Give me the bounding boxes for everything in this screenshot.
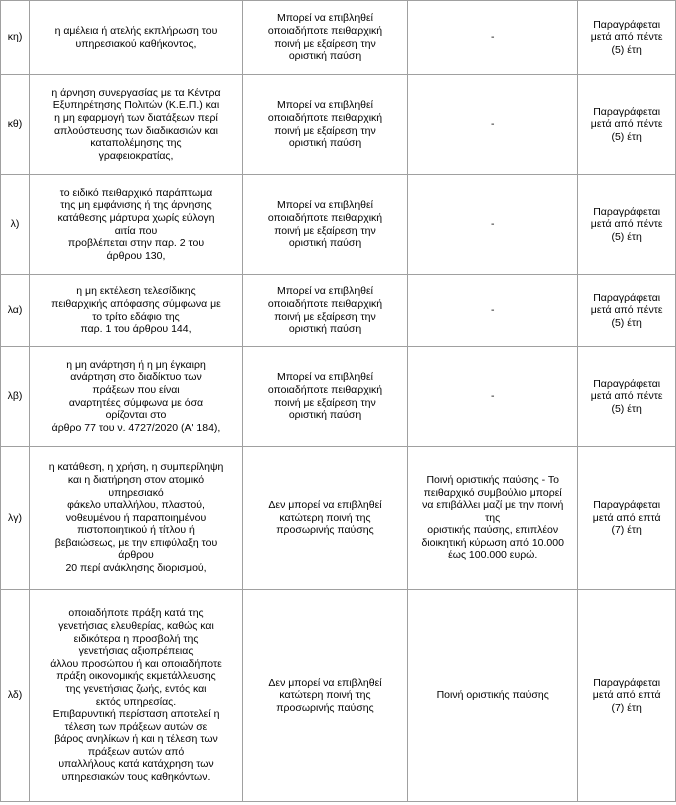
additional-penalty-cell: Ποινή οριστικής παύσης bbox=[408, 590, 578, 802]
prescription-cell: Παραγράφεται μετά από πέντε (5) έτη bbox=[578, 275, 676, 347]
additional-penalty-cell: - bbox=[408, 275, 578, 347]
offense-description: η αμέλεια ή ατελής εκπλήρωση του υπηρεσιακού καθήκοντος, bbox=[30, 1, 243, 75]
offense-description: η μη ανάρτηση ή η μη έγκαιρη ανάρτηση στο διαδίκτυο των πράξεων που είναι αναρτητέες σύμφωνα με όσα ορίζονται στο άρθρο 77 του ν. 4727/2020 (Α' 184), bbox=[30, 347, 243, 447]
additional-penalty-cell: - bbox=[408, 175, 578, 275]
offense-description: το ειδικό πειθαρχικό παράπτωμα της μη εμφάνισης ή της άρνησης κατάθεσης μάρτυρα χωρίς εύλογη αιτία που προβλέπεται στην παρ. 2 του άρθρου 130, bbox=[30, 175, 243, 275]
additional-penalty-cell: - bbox=[408, 75, 578, 175]
table-row bbox=[1, 1, 676, 75]
row-id: κθ) bbox=[1, 75, 30, 175]
prescription-cell: Παραγράφεται μετά από πέντε (5) έτη bbox=[578, 75, 676, 175]
prescription-cell: Παραγράφεται μετά από πέντε (5) έτη bbox=[578, 347, 676, 447]
penalty-cell: Μπορεί να επιβληθεί οποιαδήποτε πειθαρχική ποινή με εξαίρεση την οριστική παύση bbox=[242, 75, 407, 175]
row-id: λβ) bbox=[1, 347, 30, 447]
additional-penalty-cell: - bbox=[408, 1, 578, 75]
penalty-cell: Μπορεί να επιβληθεί οποιαδήποτε πειθαρχική ποινή με εξαίρεση την οριστική παύση bbox=[242, 175, 407, 275]
offense-description: η κατάθεση, η χρήση, η συμπερίληψη και η διατήρηση στον ατομικό υπηρεσιακό φάκελο υπαλλήλου, πλαστού, νοθευμένου ή παραποιημένου πιστοποιητικού ή τίτλου ή βεβαιώσεως, με την επιφύλαξη του άρθρου 20 περί ανάκλησης διορισμού, bbox=[30, 447, 243, 590]
row-id: λ) bbox=[1, 175, 30, 275]
offense-description: η μη εκτέλεση τελεσίδικης πειθαρχικής απόφασης σύμφωνα με το τρίτο εδάφιο της παρ. 1 του άρθρου 144, bbox=[30, 275, 243, 347]
row-id: κη) bbox=[1, 1, 30, 75]
additional-penalty-cell: - bbox=[408, 347, 578, 447]
table-row bbox=[1, 175, 676, 275]
row-id: λγ) bbox=[1, 447, 30, 590]
table-row bbox=[1, 590, 676, 802]
table-row bbox=[1, 275, 676, 347]
row-id: λα) bbox=[1, 275, 30, 347]
penalty-cell: Μπορεί να επιβληθεί οποιαδήποτε πειθαρχική ποινή με εξαίρεση την οριστική παύση bbox=[242, 1, 407, 75]
additional-penalty-cell: Ποινή οριστικής παύσης - Το πειθαρχικό συμβούλιο μπορεί να επιβάλλει μαζί με την ποινή της οριστικής παύσης, επιπλέον διοικητική κύρωση από 10.000 έως 100.000 ευρώ. bbox=[408, 447, 578, 590]
prescription-cell: Παραγράφεται μετά από επτά (7) έτη bbox=[578, 590, 676, 802]
table-row bbox=[1, 347, 676, 447]
penalty-cell: Μπορεί να επιβληθεί οποιαδήποτε πειθαρχική ποινή με εξαίρεση την οριστική παύση bbox=[242, 275, 407, 347]
prescription-cell: Παραγράφεται μετά από πέντε (5) έτη bbox=[578, 175, 676, 275]
penalty-cell: Δεν μπορεί να επιβληθεί κατώτερη ποινή της προσωρινής παύσης bbox=[242, 447, 407, 590]
prescription-cell: Παραγράφεται μετά από πέντε (5) έτη bbox=[578, 1, 676, 75]
offense-description: η άρνηση συνεργασίας με τα Κέντρα Εξυπηρέτησης Πολιτών (Κ.Ε.Π.) και η μη εφαρμογή των διατάξεων περί απλούστευσης των διαδικασιών και καταπολέμησης της γραφειοκρατίας, bbox=[30, 75, 243, 175]
offense-description: οποιαδήποτε πράξη κατά της γενετήσιας ελευθερίας, καθώς και ειδικότερα η προσβολή της γενετήσιας αξιοπρέπειας άλλου προσώπου ή και οποιαδήποτε πράξη οικονομικής εκμετάλλευσης της γενετήσιας ζωής, εντός και εκτός υπηρεσίας. Επιβαρυντική περίσταση αποτελεί η τέλεση των πράξεων αυτών σε βάρος ανηλίκων ή και η τέλεση των πράξεων αυτών από υπαλλήλους κατά κατάχρηση των υπηρεσιακών τους καθηκόντων. bbox=[30, 590, 243, 802]
penalty-cell: Μπορεί να επιβληθεί οποιαδήποτε πειθαρχική ποινή με εξαίρεση την οριστική παύση bbox=[242, 347, 407, 447]
penalty-cell: Δεν μπορεί να επιβληθεί κατώτερη ποινή της προσωρινής παύσης bbox=[242, 590, 407, 802]
table-row bbox=[1, 75, 676, 175]
table-row bbox=[1, 447, 676, 590]
row-id: λδ) bbox=[1, 590, 30, 802]
prescription-cell: Παραγράφεται μετά από επτά (7) έτη bbox=[578, 447, 676, 590]
